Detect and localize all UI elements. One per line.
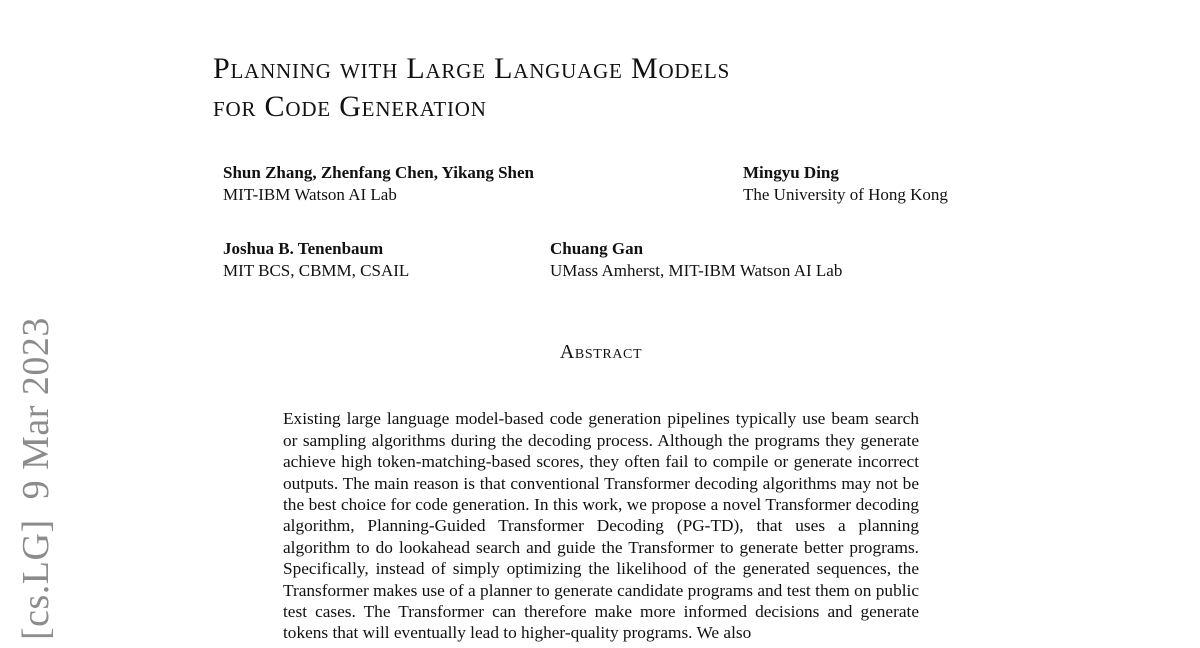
author-affiliation: UMass Amherst, MIT-IBM Watson AI Lab [550,261,843,280]
author-block-umass [550,238,842,282]
title-line-2: for Code Generation [213,90,487,123]
author-names: Chuang Gan [550,239,644,258]
author-affiliation: The University of Hong Kong [743,185,948,204]
author-block-mit-ibm [223,162,534,206]
author-block-mit-bcs [223,238,409,282]
title-line-1: Planning with Large Language Models [213,52,731,85]
arxiv-identifier-stamp: [cs.LG] 9 Mar 2023 [15,317,57,640]
author-names: Joshua B. Tenenbaum [223,239,384,258]
paper-title [213,50,730,126]
abstract-heading: Abstract [559,341,643,363]
author-affiliation: MIT BCS, CBMM, CSAIL [223,261,410,280]
author-names: Mingyu Ding [743,163,839,182]
author-affiliation: MIT-IBM Watson AI Lab [223,185,397,204]
author-names: Shun Zhang, Zhenfang Chen, Yikang Shen [223,163,535,182]
abstract-body: Existing large language model-based code generation pipelines typically use beam search or sampling algorithms during the decoding process. Although the programs they generate achieve high token-matching-based scores, they often fail to compile or generate incorrect outputs. The main reason is that conventional Transformer decoding algorithms may not be the best choice for code generation. In this work, we propose a novel Transformer decoding algorithm, Planning-Guided Transformer Decoding (PG-TD), that uses a planning algorithm to do lookahead search and guide the Transformer to generate better programs. Specifically, instead of simply optimizing the likelihood of the generated sequences, the Transformer makes use of a planner to generate candidate programs and test them on public test cases. The Transformer can therefore make more informed decisions and generate tokens that will eventually lead to higher-quality programs. We also [283,409,919,643]
author-block-hku [743,162,948,206]
